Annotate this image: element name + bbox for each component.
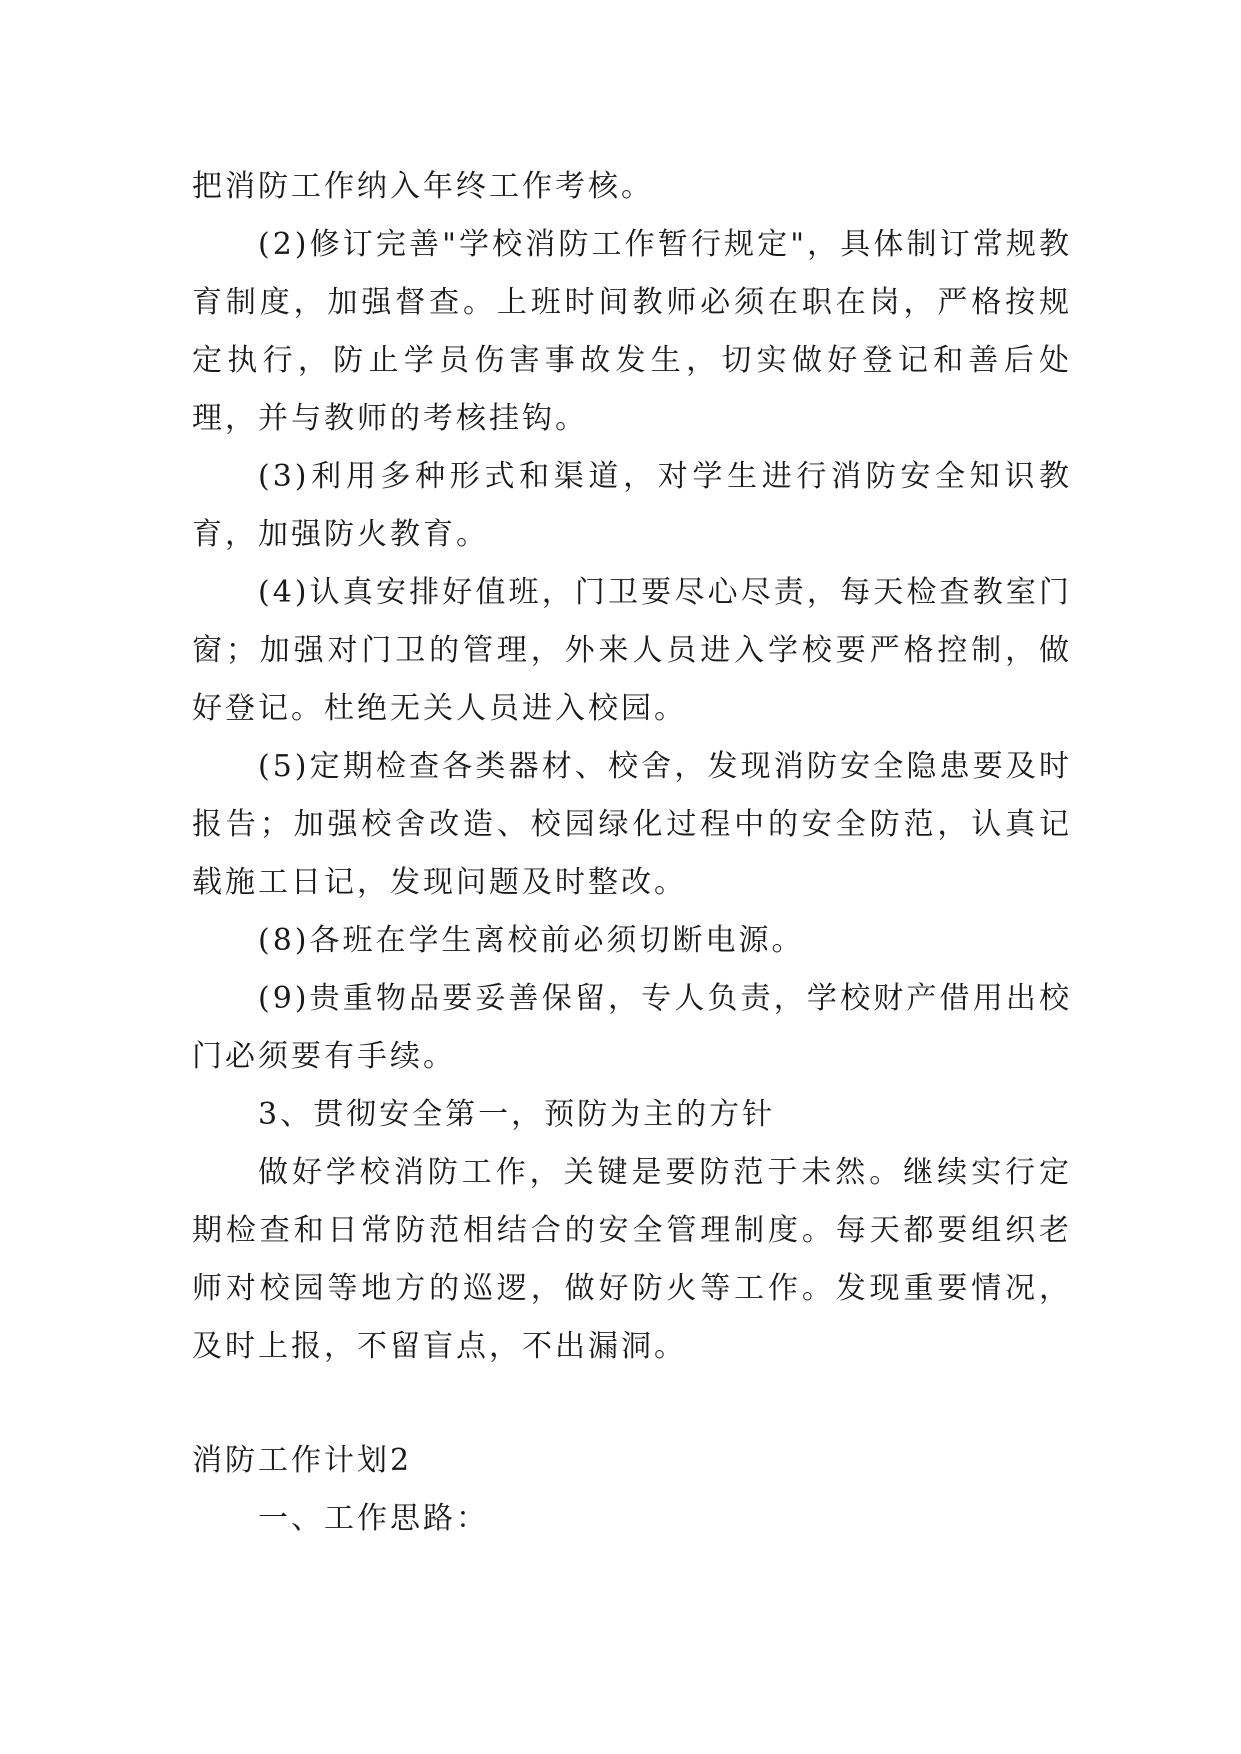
paragraph-8: 3、贯彻安全第一，预防为主的方针 [258,1097,776,1132]
paragraph-2: (2)修订完善"学校消防工作暂行规定"，具体制订常规教育制度，加强督查。上班时间教师必须在职在岗，严格按规定执行，防止学员伤害事故发生，切实做好登记和善后处理，并与教师的考核挂钩。 [192,227,1072,436]
paragraph-7: (9)贵重物品要妥善保留，专人负责，学校财产借用出校门必须要有手续。 [192,981,1072,1074]
section-subheading: 一、工作思路： [258,1501,489,1536]
paragraph-6: (8)各班在学生离校前必须切断电源。 [258,923,805,958]
paragraph-5: (5)定期检查各类器材、校舍，发现消防安全隐患要及时报告；加强校舍改造、校园绿化过程中的安全防范，认真记载施工日记，发现问题及时整改。 [192,749,1072,900]
paragraph-4: (4)认真安排好值班，门卫要尽心尽责，每天检查教室门窗；加强对门卫的管理，外来人员进入学校要严格控制，做好登记。杜绝无关人员进入校园。 [192,575,1072,726]
paragraph-1: 把消防工作纳入年终工作考核。 [192,169,654,204]
document-body [192,158,1072,1548]
paragraph-3: (3)利用多种形式和渠道，对学生进行消防安全知识教育，加强防火教育。 [192,459,1072,552]
paragraph-9: 做好学校消防工作，关键是要防范于未然。继续实行定期检查和日常防范相结合的安全管理制度。每天都要组织老师对校园等地方的巡逻，做好防火等工作。发现重要情况，及时上报，不留盲点，不出漏洞。 [192,1155,1072,1364]
section-title: 消防工作计划2 [192,1443,413,1478]
